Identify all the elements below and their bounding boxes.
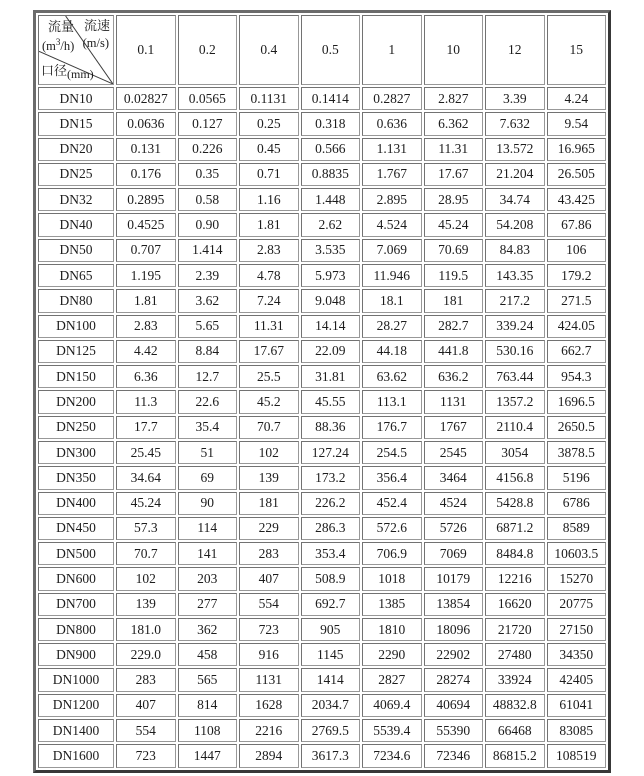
velocity-label: 流速 bbox=[83, 18, 110, 33]
flow-value-cell: 2110.4 bbox=[485, 416, 545, 439]
flow-value-cell: 6.362 bbox=[424, 112, 484, 135]
table-row bbox=[38, 567, 606, 590]
flow-value-cell: 6871.2 bbox=[485, 517, 545, 540]
flow-value-cell: 181 bbox=[239, 492, 299, 515]
flow-value-cell: 45.24 bbox=[116, 492, 176, 515]
flow-value-cell: 0.45 bbox=[239, 138, 299, 161]
pipe-diameter-cell: DN10 bbox=[38, 87, 114, 110]
flow-value-cell: 286.3 bbox=[301, 517, 361, 540]
flow-value-cell: 0.90 bbox=[178, 213, 238, 236]
flow-value-cell: 1628 bbox=[239, 694, 299, 717]
flow-value-cell: 141 bbox=[178, 542, 238, 565]
flow-value-cell: 7.632 bbox=[485, 112, 545, 135]
flow-value-cell: 283 bbox=[239, 542, 299, 565]
table-row bbox=[38, 517, 606, 540]
table-row bbox=[38, 466, 606, 489]
flow-value-cell: 9.048 bbox=[301, 289, 361, 312]
pipe-diameter-cell: DN600 bbox=[38, 567, 114, 590]
flow-value-cell: 2.83 bbox=[239, 239, 299, 262]
flow-value-cell: 1.16 bbox=[239, 188, 299, 211]
flow-value-cell: 14.14 bbox=[301, 315, 361, 338]
flow-value-cell: 17.7 bbox=[116, 416, 176, 439]
flow-value-cell: 0.71 bbox=[239, 163, 299, 186]
flow-value-cell: 4069.4 bbox=[362, 694, 422, 717]
flow-value-cell: 26.505 bbox=[547, 163, 607, 186]
flow-value-cell: 226.2 bbox=[301, 492, 361, 515]
flow-value-cell: 15270 bbox=[547, 567, 607, 590]
flow-value-cell: 12.7 bbox=[178, 365, 238, 388]
flow-value-cell: 3054 bbox=[485, 441, 545, 464]
flow-value-cell: 8589 bbox=[547, 517, 607, 540]
flow-value-cell: 45.24 bbox=[424, 213, 484, 236]
table-row bbox=[38, 315, 606, 338]
flow-value-cell: 114 bbox=[178, 517, 238, 540]
flow-value-cell: 106 bbox=[547, 239, 607, 262]
flow-value-cell: 5196 bbox=[547, 466, 607, 489]
pipe-diameter-cell: DN700 bbox=[38, 593, 114, 616]
flow-value-cell: 3617.3 bbox=[301, 744, 361, 768]
flow-value-cell: 9.54 bbox=[547, 112, 607, 135]
flow-value-cell: 0.2895 bbox=[116, 188, 176, 211]
flow-value-cell: 424.05 bbox=[547, 315, 607, 338]
flow-value-cell: 4.524 bbox=[362, 213, 422, 236]
flow-value-cell: 48832.8 bbox=[485, 694, 545, 717]
flow-value-cell: 10603.5 bbox=[547, 542, 607, 565]
flow-value-cell: 407 bbox=[116, 694, 176, 717]
flow-value-cell: 139 bbox=[239, 466, 299, 489]
flow-value-cell: 22902 bbox=[424, 643, 484, 666]
flow-value-cell: 554 bbox=[116, 719, 176, 742]
flow-value-cell: 45.55 bbox=[301, 390, 361, 413]
pipe-diameter-cell: DN900 bbox=[38, 643, 114, 666]
velocity-header-cell: 0.4 bbox=[239, 15, 299, 85]
flow-value-cell: 181 bbox=[424, 289, 484, 312]
flow-value-cell: 2894 bbox=[239, 744, 299, 768]
flow-value-cell: 0.131 bbox=[116, 138, 176, 161]
flow-value-cell: 7069 bbox=[424, 542, 484, 565]
flow-value-cell: 0.176 bbox=[116, 163, 176, 186]
flow-value-cell: 181.0 bbox=[116, 618, 176, 641]
flow-value-cell: 1108 bbox=[178, 719, 238, 742]
flow-value-cell: 2.83 bbox=[116, 315, 176, 338]
flow-rate-table bbox=[33, 10, 611, 773]
pipe-diameter-cell: DN200 bbox=[38, 390, 114, 413]
flow-value-cell: 452.4 bbox=[362, 492, 422, 515]
velocity-header-cell: 0.5 bbox=[301, 15, 361, 85]
flow-value-cell: 18096 bbox=[424, 618, 484, 641]
flow-value-cell: 70.7 bbox=[239, 416, 299, 439]
pipe-diameter-cell: DN450 bbox=[38, 517, 114, 540]
flow-value-cell: 16620 bbox=[485, 593, 545, 616]
diameter-label-text: 口径 bbox=[41, 63, 68, 78]
flow-value-cell: 0.1131 bbox=[239, 87, 299, 110]
velocity-unit-label: (m/s) bbox=[82, 36, 109, 50]
flow-value-cell: 57.3 bbox=[116, 517, 176, 540]
flow-value-cell: 176.7 bbox=[362, 416, 422, 439]
table-row bbox=[38, 112, 606, 135]
table-body bbox=[38, 87, 606, 768]
flow-value-cell: 67.86 bbox=[547, 213, 607, 236]
flow-value-cell: 7.24 bbox=[239, 289, 299, 312]
velocity-header-cell: 15 bbox=[547, 15, 607, 85]
flow-value-cell: 2034.7 bbox=[301, 694, 361, 717]
flow-value-cell: 22.6 bbox=[178, 390, 238, 413]
flow-value-cell: 1018 bbox=[362, 567, 422, 590]
flow-value-cell: 1145 bbox=[301, 643, 361, 666]
flow-value-cell: 21.204 bbox=[485, 163, 545, 186]
flow-value-cell: 2.39 bbox=[178, 264, 238, 287]
flow-value-cell: 3.535 bbox=[301, 239, 361, 262]
flow-value-cell: 11.31 bbox=[424, 138, 484, 161]
flow-value-cell: 0.226 bbox=[178, 138, 238, 161]
flow-value-cell: 0.636 bbox=[362, 112, 422, 135]
velocity-header-cell: 0.1 bbox=[116, 15, 176, 85]
flow-unit-pre: (m bbox=[42, 39, 56, 54]
flow-value-cell: 1131 bbox=[239, 668, 299, 691]
pipe-diameter-cell: DN80 bbox=[38, 289, 114, 312]
flow-value-cell: 254.5 bbox=[362, 441, 422, 464]
pipe-diameter-cell: DN150 bbox=[38, 365, 114, 388]
table-row bbox=[38, 87, 606, 110]
flow-value-cell: 2650.5 bbox=[547, 416, 607, 439]
flow-value-cell: 1.81 bbox=[239, 213, 299, 236]
flow-value-cell: 2769.5 bbox=[301, 719, 361, 742]
flow-value-cell: 1.448 bbox=[301, 188, 361, 211]
flow-value-cell: 31.81 bbox=[301, 365, 361, 388]
flow-value-cell: 5428.8 bbox=[485, 492, 545, 515]
flow-value-cell: 7.069 bbox=[362, 239, 422, 262]
flow-value-cell: 21720 bbox=[485, 618, 545, 641]
pipe-diameter-cell: DN500 bbox=[38, 542, 114, 565]
flow-value-cell: 40694 bbox=[424, 694, 484, 717]
flow-value-cell: 5.973 bbox=[301, 264, 361, 287]
pipe-diameter-cell: DN800 bbox=[38, 618, 114, 641]
flow-value-cell: 28.95 bbox=[424, 188, 484, 211]
flow-value-cell: 1810 bbox=[362, 618, 422, 641]
flow-value-cell: 34.74 bbox=[485, 188, 545, 211]
flow-value-cell: 0.4525 bbox=[116, 213, 176, 236]
pipe-diameter-cell: DN15 bbox=[38, 112, 114, 135]
flow-value-cell: 34350 bbox=[547, 643, 607, 666]
flow-value-cell: 7234.6 bbox=[362, 744, 422, 768]
flow-value-cell: 353.4 bbox=[301, 542, 361, 565]
table-row bbox=[38, 188, 606, 211]
pipe-diameter-cell: DN350 bbox=[38, 466, 114, 489]
flow-unit-label bbox=[42, 38, 74, 53]
flow-value-cell: 4524 bbox=[424, 492, 484, 515]
table-row bbox=[38, 694, 606, 717]
flow-value-cell: 814 bbox=[178, 694, 238, 717]
flow-value-cell: 0.58 bbox=[178, 188, 238, 211]
flow-value-cell: 4.42 bbox=[116, 340, 176, 363]
flow-value-cell: 35.4 bbox=[178, 416, 238, 439]
table-row bbox=[38, 289, 606, 312]
pipe-diameter-cell: DN1000 bbox=[38, 668, 114, 691]
flow-value-cell: 3464 bbox=[424, 466, 484, 489]
flow-value-cell: 1414 bbox=[301, 668, 361, 691]
flow-value-cell: 8484.8 bbox=[485, 542, 545, 565]
flow-label: 流量 bbox=[48, 19, 75, 34]
flow-value-cell: 229 bbox=[239, 517, 299, 540]
flow-value-cell: 706.9 bbox=[362, 542, 422, 565]
flow-value-cell: 0.02827 bbox=[116, 87, 176, 110]
flow-value-cell: 356.4 bbox=[362, 466, 422, 489]
flow-value-cell: 8.84 bbox=[178, 340, 238, 363]
flow-value-cell: 0.1414 bbox=[301, 87, 361, 110]
flow-value-cell: 2827 bbox=[362, 668, 422, 691]
pipe-diameter-cell: DN250 bbox=[38, 416, 114, 439]
flow-value-cell: 2.895 bbox=[362, 188, 422, 211]
flow-value-cell: 119.5 bbox=[424, 264, 484, 287]
flow-value-cell: 63.62 bbox=[362, 365, 422, 388]
flow-value-cell: 283 bbox=[116, 668, 176, 691]
flow-value-cell: 42405 bbox=[547, 668, 607, 691]
flow-unit-sup: 3 bbox=[55, 37, 61, 47]
pipe-diameter-cell: DN100 bbox=[38, 315, 114, 338]
flow-value-cell: 5726 bbox=[424, 517, 484, 540]
pipe-diameter-cell: DN32 bbox=[38, 188, 114, 211]
flow-value-cell: 1.414 bbox=[178, 239, 238, 262]
flow-value-cell: 55390 bbox=[424, 719, 484, 742]
diameter-unit-label: (mm) bbox=[67, 67, 94, 81]
flow-value-cell: 83085 bbox=[547, 719, 607, 742]
flow-value-cell: 217.2 bbox=[485, 289, 545, 312]
flow-value-cell: 4.78 bbox=[239, 264, 299, 287]
flow-value-cell: 1696.5 bbox=[547, 390, 607, 413]
flow-value-cell: 0.35 bbox=[178, 163, 238, 186]
flow-value-cell: 1385 bbox=[362, 593, 422, 616]
flow-value-cell: 362 bbox=[178, 618, 238, 641]
table-row bbox=[38, 390, 606, 413]
flow-value-cell: 18.1 bbox=[362, 289, 422, 312]
flow-value-cell: 43.425 bbox=[547, 188, 607, 211]
flow-value-cell: 1357.2 bbox=[485, 390, 545, 413]
flow-value-cell: 179.2 bbox=[547, 264, 607, 287]
flow-value-cell: 692.7 bbox=[301, 593, 361, 616]
flow-value-cell: 139 bbox=[116, 593, 176, 616]
flow-value-cell: 0.318 bbox=[301, 112, 361, 135]
flow-value-cell: 229.0 bbox=[116, 643, 176, 666]
flow-value-cell: 554 bbox=[239, 593, 299, 616]
table-row bbox=[38, 365, 606, 388]
flow-value-cell: 27150 bbox=[547, 618, 607, 641]
flow-value-cell: 723 bbox=[239, 618, 299, 641]
flow-value-cell: 2545 bbox=[424, 441, 484, 464]
flow-value-cell: 2.827 bbox=[424, 87, 484, 110]
flow-value-cell: 271.5 bbox=[547, 289, 607, 312]
flow-value-cell: 27480 bbox=[485, 643, 545, 666]
flow-value-cell: 25.45 bbox=[116, 441, 176, 464]
flow-value-cell: 69 bbox=[178, 466, 238, 489]
flow-value-cell: 102 bbox=[239, 441, 299, 464]
flow-value-cell: 0.707 bbox=[116, 239, 176, 262]
flow-value-cell: 17.67 bbox=[424, 163, 484, 186]
pipe-diameter-cell: DN20 bbox=[38, 138, 114, 161]
table-row bbox=[38, 593, 606, 616]
pipe-diameter-cell: DN125 bbox=[38, 340, 114, 363]
diameter-label bbox=[41, 63, 94, 81]
pipe-diameter-cell: DN65 bbox=[38, 264, 114, 287]
flow-value-cell: 33924 bbox=[485, 668, 545, 691]
velocity-header-cell: 1 bbox=[362, 15, 422, 85]
flow-value-cell: 407 bbox=[239, 567, 299, 590]
flow-value-cell: 34.64 bbox=[116, 466, 176, 489]
velocity-header-cell: 10 bbox=[424, 15, 484, 85]
flow-value-cell: 1131 bbox=[424, 390, 484, 413]
flow-value-cell: 28274 bbox=[424, 668, 484, 691]
corner-header-cell bbox=[38, 15, 114, 85]
flow-value-cell: 441.8 bbox=[424, 340, 484, 363]
table-row bbox=[38, 340, 606, 363]
table-row bbox=[38, 719, 606, 742]
flow-value-cell: 4.24 bbox=[547, 87, 607, 110]
flow-value-cell: 565 bbox=[178, 668, 238, 691]
flow-value-cell: 3878.5 bbox=[547, 441, 607, 464]
pipe-diameter-cell: DN50 bbox=[38, 239, 114, 262]
flow-value-cell: 5.65 bbox=[178, 315, 238, 338]
flow-value-cell: 2216 bbox=[239, 719, 299, 742]
flow-value-cell: 61041 bbox=[547, 694, 607, 717]
corner-diagonal-header bbox=[39, 16, 113, 84]
flow-value-cell: 20775 bbox=[547, 593, 607, 616]
flow-value-cell: 723 bbox=[116, 744, 176, 768]
flow-value-cell: 22.09 bbox=[301, 340, 361, 363]
flow-value-cell: 11.3 bbox=[116, 390, 176, 413]
flow-value-cell: 13854 bbox=[424, 593, 484, 616]
flow-value-cell: 3.62 bbox=[178, 289, 238, 312]
pipe-diameter-cell: DN400 bbox=[38, 492, 114, 515]
flow-value-cell: 45.2 bbox=[239, 390, 299, 413]
flow-value-cell: 203 bbox=[178, 567, 238, 590]
flow-value-cell: 458 bbox=[178, 643, 238, 666]
flow-value-cell: 1.767 bbox=[362, 163, 422, 186]
flow-value-cell: 1.131 bbox=[362, 138, 422, 161]
table-row bbox=[38, 668, 606, 691]
table-row bbox=[38, 643, 606, 666]
flow-value-cell: 84.83 bbox=[485, 239, 545, 262]
flow-value-cell: 16.965 bbox=[547, 138, 607, 161]
flow-value-cell: 11.946 bbox=[362, 264, 422, 287]
flow-value-cell: 113.1 bbox=[362, 390, 422, 413]
flow-value-cell: 2290 bbox=[362, 643, 422, 666]
flow-value-cell: 70.7 bbox=[116, 542, 176, 565]
pipe-diameter-cell: DN25 bbox=[38, 163, 114, 186]
flow-value-cell: 339.24 bbox=[485, 315, 545, 338]
flow-value-cell: 0.127 bbox=[178, 112, 238, 135]
flow-value-cell: 0.2827 bbox=[362, 87, 422, 110]
table-row bbox=[38, 618, 606, 641]
flow-value-cell: 86815.2 bbox=[485, 744, 545, 768]
pipe-diameter-cell: DN1400 bbox=[38, 719, 114, 742]
table-row bbox=[38, 441, 606, 464]
table-row bbox=[38, 264, 606, 287]
velocity-header-cell: 12 bbox=[485, 15, 545, 85]
flow-value-cell: 0.8835 bbox=[301, 163, 361, 186]
table-row bbox=[38, 492, 606, 515]
table-row bbox=[38, 213, 606, 236]
table-row bbox=[38, 163, 606, 186]
flow-value-cell: 1767 bbox=[424, 416, 484, 439]
flow-value-cell: 0.25 bbox=[239, 112, 299, 135]
flow-value-cell: 0.0565 bbox=[178, 87, 238, 110]
flow-value-cell: 44.18 bbox=[362, 340, 422, 363]
flow-value-cell: 72346 bbox=[424, 744, 484, 768]
flow-value-cell: 0.566 bbox=[301, 138, 361, 161]
flow-value-cell: 17.67 bbox=[239, 340, 299, 363]
flow-value-cell: 763.44 bbox=[485, 365, 545, 388]
flow-value-cell: 12216 bbox=[485, 567, 545, 590]
flow-value-cell: 662.7 bbox=[547, 340, 607, 363]
pipe-diameter-cell: DN40 bbox=[38, 213, 114, 236]
pipe-diameter-cell: DN1600 bbox=[38, 744, 114, 768]
table-row bbox=[38, 239, 606, 262]
flow-value-cell: 954.3 bbox=[547, 365, 607, 388]
flow-value-cell: 1.81 bbox=[116, 289, 176, 312]
flow-value-cell: 127.24 bbox=[301, 441, 361, 464]
flow-value-cell: 173.2 bbox=[301, 466, 361, 489]
table-row bbox=[38, 138, 606, 161]
table-row bbox=[38, 744, 606, 768]
flow-value-cell: 90 bbox=[178, 492, 238, 515]
flow-value-cell: 143.35 bbox=[485, 264, 545, 287]
flow-value-cell: 54.208 bbox=[485, 213, 545, 236]
pipe-diameter-cell: DN300 bbox=[38, 441, 114, 464]
flow-value-cell: 636.2 bbox=[424, 365, 484, 388]
flow-value-cell: 3.39 bbox=[485, 87, 545, 110]
flow-value-cell: 2.62 bbox=[301, 213, 361, 236]
flow-value-cell: 277 bbox=[178, 593, 238, 616]
flow-value-cell: 1447 bbox=[178, 744, 238, 768]
flow-value-cell: 282.7 bbox=[424, 315, 484, 338]
flow-value-cell: 905 bbox=[301, 618, 361, 641]
flow-value-cell: 572.6 bbox=[362, 517, 422, 540]
flow-value-cell: 11.31 bbox=[239, 315, 299, 338]
flow-value-cell: 13.572 bbox=[485, 138, 545, 161]
header-row bbox=[38, 15, 606, 85]
flow-value-cell: 916 bbox=[239, 643, 299, 666]
flow-value-cell: 70.69 bbox=[424, 239, 484, 262]
flow-value-cell: 0.0636 bbox=[116, 112, 176, 135]
flow-value-cell: 6.36 bbox=[116, 365, 176, 388]
table-row bbox=[38, 542, 606, 565]
flow-value-cell: 6786 bbox=[547, 492, 607, 515]
flow-unit-post: /h) bbox=[60, 39, 75, 54]
flow-value-cell: 5539.4 bbox=[362, 719, 422, 742]
table-row bbox=[38, 416, 606, 439]
flow-value-cell: 1.195 bbox=[116, 264, 176, 287]
velocity-header-cell: 0.2 bbox=[178, 15, 238, 85]
flow-value-cell: 4156.8 bbox=[485, 466, 545, 489]
flow-value-cell: 530.16 bbox=[485, 340, 545, 363]
flow-value-cell: 108519 bbox=[547, 744, 607, 768]
flow-value-cell: 508.9 bbox=[301, 567, 361, 590]
pipe-diameter-cell: DN1200 bbox=[38, 694, 114, 717]
flow-value-cell: 10179 bbox=[424, 567, 484, 590]
flow-value-cell: 25.5 bbox=[239, 365, 299, 388]
flow-value-cell: 51 bbox=[178, 441, 238, 464]
flow-value-cell: 28.27 bbox=[362, 315, 422, 338]
flow-value-cell: 88.36 bbox=[301, 416, 361, 439]
flow-value-cell: 66468 bbox=[485, 719, 545, 742]
flow-value-cell: 102 bbox=[116, 567, 176, 590]
